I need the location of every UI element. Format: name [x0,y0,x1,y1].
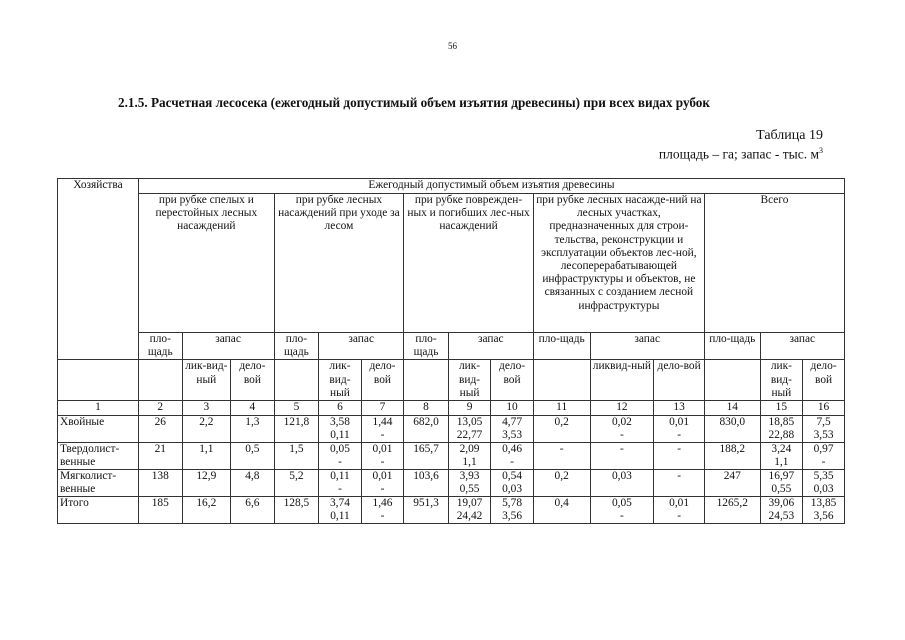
column-number: 9 [448,401,491,415]
table-cell [590,442,654,469]
column-number: 7 [361,401,404,415]
table-cell [274,442,319,469]
table-cell [803,442,845,469]
cell-value: 19,07 [456,497,483,510]
table-cell [760,497,803,524]
cell-value: 0,03 [611,470,632,483]
cell-value: 0,4 [554,497,569,510]
cell-value: 1,44 [372,415,393,428]
header-empty [139,360,183,401]
table-cell [182,470,231,497]
cell-value: 0,01 [372,470,393,483]
units-superscript: 3 [819,146,823,155]
table-cell [704,470,760,497]
column-number-row [58,401,845,415]
cell-value: 0,54 [502,470,523,483]
row-label: Твердолист-венные [58,442,139,469]
table-cell [654,470,705,497]
column-number: 2 [139,401,183,415]
table-cell [139,470,183,497]
header-business: дело-вой [803,360,845,401]
cell-value: 4,77 [502,415,523,428]
table-cell [590,497,654,524]
units-note [659,146,823,163]
table-cell [491,470,534,497]
cell-value: 22,77 [456,428,483,441]
cell-value: - [821,455,826,468]
table-cell [361,442,404,469]
column-number: 4 [231,401,275,415]
cell-value: 24,42 [456,510,483,523]
cell-value: - [380,510,385,523]
table-cell [231,442,275,469]
cell-value: 0,5 [245,442,260,455]
column-number: 13 [654,401,705,415]
cell-value: 0,05 [611,497,632,510]
cell-value: 0,01 [669,497,690,510]
header-area: пло-щадь [533,333,590,360]
column-number: 5 [274,401,319,415]
table-cell [274,415,319,442]
table-cell [533,497,590,524]
header-stock: запас [182,333,274,360]
header-empty [58,360,139,401]
section-title: 2.1.5. Расчетная лесосека (ежегодный допустимый объем изъятия древесины) при всех видах рубок [118,95,710,110]
cell-value: 185 [151,497,169,510]
header-stock: запас [590,333,704,360]
cell-value: 13,85 [810,497,837,510]
cell-value: 1,1 [462,455,477,468]
header-stock: запас [448,333,533,360]
cell-value: 3,74 [329,497,350,510]
table-cell [533,442,590,469]
table-cell [182,415,231,442]
column-number: 6 [319,401,362,415]
cell-value: - [620,442,624,455]
column-number: 12 [590,401,654,415]
header-empty [404,360,449,401]
table-cell [319,442,362,469]
cell-value: 18,85 [768,415,795,428]
cell-value: 103,6 [413,470,439,483]
table-cell [404,442,449,469]
table-cell [182,442,231,469]
cell-value: - [380,455,385,468]
cell-value: 138 [151,470,169,483]
cell-value: 0,05 [329,442,350,455]
header-business: дело-вой [231,360,275,401]
cell-value: 0,46 [502,442,523,455]
table-cell [319,470,362,497]
cell-value: 1,5 [289,442,304,455]
table-cell [654,442,705,469]
cell-value: - [510,455,514,468]
header-owner: Хозяйства [58,179,139,360]
header-liquid: ликвид-ный [590,360,654,401]
table-cell [704,442,760,469]
cell-value: 22,88 [768,428,795,441]
cell-value: 3,53 [502,428,523,441]
table-cell [274,497,319,524]
cell-value: 4,8 [245,470,260,483]
cell-value: 0,03 [813,483,834,496]
cell-value: 12,9 [196,470,217,483]
table-cell [448,497,491,524]
cell-value: 1,46 [372,497,393,510]
column-number: 11 [533,401,590,415]
cell-value: 5,35 [813,470,834,483]
cell-value: 165,7 [413,442,439,455]
cell-value: 3,93 [459,470,480,483]
column-number: 15 [760,401,803,415]
cell-value: 3,58 [329,415,350,428]
table-cell [139,415,183,442]
cell-value: 13,05 [456,415,483,428]
page-number: 56 [448,41,457,51]
header-group-damaged: при рубке поврежден-ных и погибших лес-ных насаждений [404,194,534,333]
table-cell [139,442,183,469]
table-cell [231,470,275,497]
cell-value: 0,97 [813,442,834,455]
table-cell [803,497,845,524]
cell-value: 3,24 [771,442,792,455]
header-empty [704,360,760,401]
column-number: 16 [803,401,845,415]
table-cell [319,497,362,524]
cell-value: 0,02 [611,415,632,428]
cell-value: 1265,2 [716,497,748,510]
cell-value: - [677,470,681,483]
cell-value: 128,5 [283,497,310,510]
table-cell [760,470,803,497]
cell-value: - [338,455,342,468]
header-area: пло-щадь [404,333,449,360]
cell-value: 16,2 [196,497,217,510]
cell-value: 39,06 [768,497,795,510]
table-cell [654,415,705,442]
table-cell [361,415,404,442]
table-cell [590,470,654,497]
cell-value: 0,01 [669,415,690,428]
table-cell [361,497,404,524]
header-stock: запас [319,333,404,360]
table-cell [590,415,654,442]
cell-value: 247 [723,470,741,483]
header-group: Ежегодный допустимый объем изъятия древесины [139,179,845,194]
column-number: 10 [491,401,534,415]
cell-value: 16,97 [768,470,795,483]
cell-value: 3,56 [502,510,523,523]
header-business: дело-вой [361,360,404,401]
table-cell [274,470,319,497]
cell-value: 682,0 [413,415,439,428]
table-cell [760,415,803,442]
cell-value: 3,53 [813,428,834,441]
row-label: Хвойные [58,415,139,442]
table-cell [803,470,845,497]
row-label: Итого [58,497,139,524]
header-area: пло-щадь [704,333,760,360]
table-cell [491,497,534,524]
header-liquid: лик-вид-ный [448,360,491,401]
cell-value: - [677,510,681,523]
table-cell [803,415,845,442]
units-text: площадь – га; запас - тыс. м [658,146,819,162]
cell-value: 0,55 [771,483,792,496]
table-cell [654,497,705,524]
cell-value: 0,03 [502,483,523,496]
table-cell [704,497,760,524]
cell-value: 2,09 [459,442,480,455]
header-group-care: при рубке лесных насаждений при уходе за лесом [274,194,404,333]
table-cell [139,497,183,524]
table-cell [533,415,590,442]
table-label: Таблица 19 [756,128,823,143]
table-cell [704,415,760,442]
table-body [58,415,845,524]
column-number: 1 [58,401,139,415]
cell-value: 121,8 [283,415,310,428]
table-cell [448,442,491,469]
column-number: 8 [404,401,449,415]
cell-value: 3,56 [813,510,834,523]
cell-value: 26 [154,415,166,428]
cell-value: 0,11 [330,470,350,483]
cell-value: 24,53 [768,510,795,523]
table-cell [182,497,231,524]
cell-value: 1,1 [774,455,789,468]
cell-value: - [338,483,342,496]
cell-value: 7,5 [816,415,831,428]
cell-value: 6,6 [245,497,260,510]
table-cell [491,442,534,469]
header-area: пло-щадь [139,333,183,360]
cell-value: 21 [154,442,166,455]
data-table [57,178,845,524]
cell-value: 0,01 [372,442,393,455]
cell-value: - [620,510,624,523]
cell-value: - [559,442,564,455]
cell-value: 951,3 [413,497,439,510]
table-row [58,497,845,524]
cell-value: - [620,428,624,441]
table-row [58,415,845,442]
header-business: дело-вой [491,360,534,401]
cell-value: 0,2 [554,470,569,483]
table-row [58,470,845,497]
header-stock: запас [760,333,844,360]
table-cell [231,497,275,524]
table-cell [319,415,362,442]
cell-value: 5,2 [289,470,304,483]
header-group-total: Всего [704,194,844,333]
row-label: Мягколист-венные [58,470,139,497]
cell-value: 1,1 [199,442,214,455]
table-cell [533,470,590,497]
table-cell [404,470,449,497]
header-liquid: лик-вид-ный [319,360,362,401]
header-area: пло-щадь [274,333,319,360]
table-row [58,442,845,469]
cell-value: 0,11 [330,428,350,441]
column-number: 14 [704,401,760,415]
cell-value: - [380,483,385,496]
cell-value: 0,11 [330,510,350,523]
table-cell [361,470,404,497]
table-cell [404,415,449,442]
table-cell [448,470,491,497]
header-business: дело-вой [654,360,705,401]
column-number: 3 [182,401,231,415]
table-cell [491,415,534,442]
header-liquid: лик-вид-ный [182,360,231,401]
cell-value: - [677,428,681,441]
cell-value: 2,2 [199,415,214,428]
cell-value: 830,0 [719,415,746,428]
cell-value: 5,78 [502,497,523,510]
cell-value: - [380,428,385,441]
table-cell [448,415,491,442]
cell-value: 0,2 [554,415,569,428]
cell-value: 188,2 [719,442,746,455]
header-empty [274,360,319,401]
cell-value: 1,3 [245,415,260,428]
cell-value: 0,55 [459,483,480,496]
cell-value: - [677,442,681,455]
header-empty [533,360,590,401]
table-cell [404,497,449,524]
header-liquid: лик-вид-ный [760,360,803,401]
table-cell [760,442,803,469]
header-group-infrastructure: при рубке лесных насажде-ний на лесных участках, предназначенных для строи-тельства, реконструкции и эксплуатации объектов лес-ной, лесоперерабатывающей инфраструктуры и объектов, не связанных с созданием лесной инфраструктуры [533,194,704,333]
header-group-mature: при рубке спелых и перестойных лесных насаждений [139,194,275,333]
table-cell [231,415,275,442]
